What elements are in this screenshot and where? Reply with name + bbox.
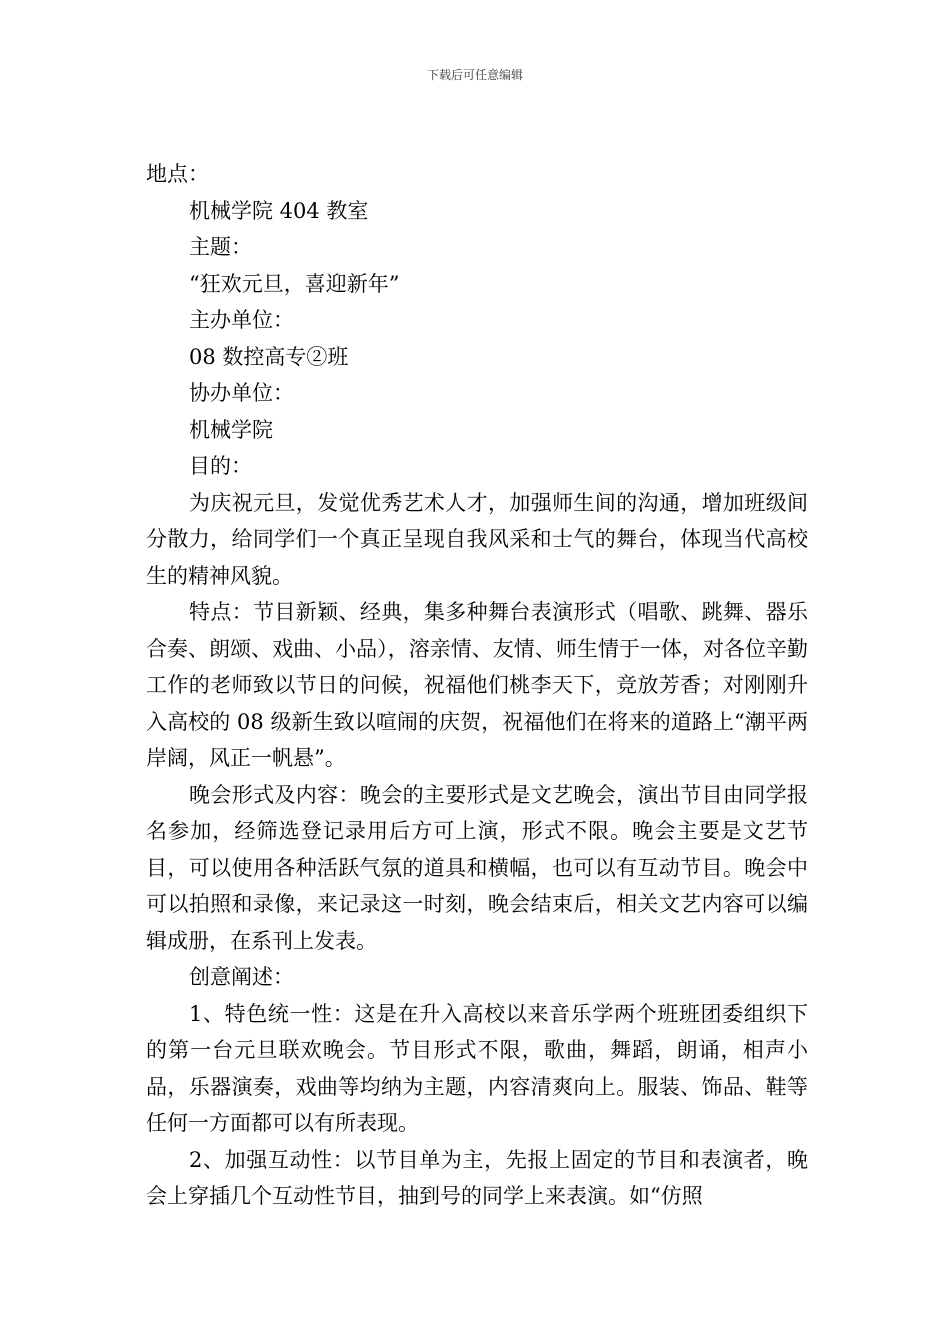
header-note: 下载后可任意编辑 — [426, 68, 523, 82]
label-co-organizer: 协办单位： — [189, 381, 294, 405]
paragraph-point-2: 2、加强互动性：以节目单为主，先报上固定的节目和表演者，晚会上穿插几个互动性节目，抽到号的同学上来表演。如“仿照 — [146, 1147, 808, 1208]
document-body — [146, 156, 808, 1215]
label-location: 地点： — [146, 162, 209, 186]
value-theme: “狂欢元旦，喜迎新年” — [189, 271, 400, 296]
value-location: 机械学院 404 教室 — [189, 198, 369, 223]
paragraph-features: 特点：节目新颖、经典，集多种舞台表演形式（唱歌、跳舞、器乐合奏、朗颂、戏曲、小品），溶亲情、友情、师生情于一体，对各位辛勤工作的老师致以节日的问候，祝福他们桃李天下，竞放芳香；对刚刚升入高校的 08 级新生致以喧闹的庆贺，祝福他们在将来的道路上“潮平两岸阔，风正一帆悬”。 — [146, 600, 808, 770]
label-theme: 主题： — [189, 235, 252, 259]
paragraph-format: 晚会形式及内容：晚会的主要形式是文艺晚会，演出节目由同学报名参加，经筛选登记录用后方可上演，形式不限。晚会主要是文艺节目，可以使用各种活跃气氛的道具和横幅，也可以有互动节目。晚会中可以拍照和录像，来记录这一时刻，晚会结束后，相关文艺内容可以编辑成册，在系刊上发表。 — [146, 782, 808, 953]
label-organizer: 主办单位： — [189, 308, 294, 332]
paragraph-purpose: 为庆祝元旦，发觉优秀艺术人才，加强师生间的沟通，增加班级间分散力，给同学们一个真正呈现自我风采和士气的舞台，体现当代高校生的精神风貌。 — [146, 490, 808, 588]
paragraph-point-1: 1、特色统一性：这是在升入高校以来音乐学两个班班团委组织下的第一台元旦联欢晚会。节目形式不限，歌曲，舞蹈，朗诵，相声小品，乐器演奏，戏曲等均纳为主题，内容清爽向上。服装、饰品、鞋等任何一方面都可以有所表现。 — [146, 1001, 808, 1135]
label-creative: 创意阐述： — [189, 965, 294, 989]
value-organizer: 08 数控高专②班 — [189, 344, 349, 369]
label-purpose: 目的： — [189, 454, 252, 478]
value-co-organizer: 机械学院 — [189, 417, 273, 442]
